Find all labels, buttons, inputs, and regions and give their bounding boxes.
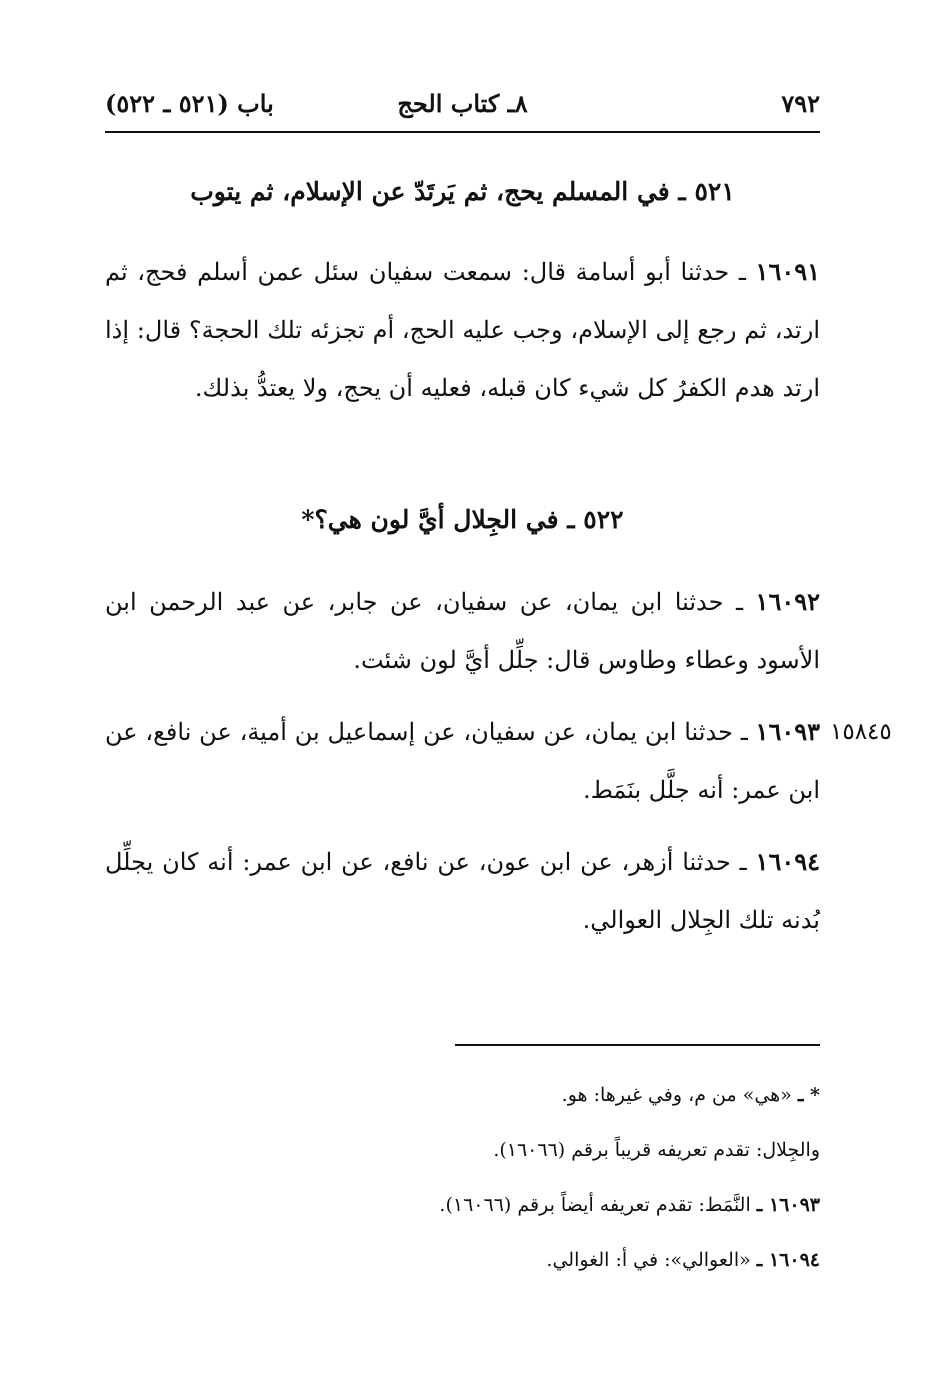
hadith-text: ـ حدثنا أبو أسامة قال: سمعت سفيان سئل عمن أسلم فحج، ثم ارتد، ثم رجع إلى الإسلام، وجب عليه الحج، أم تجزئه تلك الحجة؟ قال: إذا ارتد هدم الكفرُ كل شيء كان قبله، فعليه أن يحج، ولا يعتدُّ بذلك.: [105, 258, 820, 402]
hadith-number: ١٦٠٩٢: [755, 587, 820, 616]
footnote-text: «هي» من م، وفي غيرها: هو.: [561, 1084, 792, 1106]
footnote-marker: ١٦٠٩٣ ـ: [756, 1194, 820, 1216]
footnote-marker: * ـ: [797, 1084, 820, 1106]
hadith-number: ١٦٠٩١: [755, 257, 820, 286]
hadith-number: ١٦٠٩٤: [755, 847, 820, 876]
hadith-text: ـ حدثنا أزهر، عن ابن عون، عن نافع، عن ابن عمر: أنه كان يجلِّل بُدنه تلك الجِلال العوالي.: [105, 848, 820, 934]
hadith-16092: [105, 573, 820, 689]
header-divider: [105, 131, 820, 133]
footnote: [300, 1233, 820, 1288]
footnote-text: والجِلال: تقدم تعريفه قريباً برقم (١٦٠٦٦).: [493, 1139, 820, 1161]
footnote-divider: [455, 1044, 820, 1046]
footnote: [300, 1123, 820, 1178]
hadith-number: ١٦٠٩٣: [755, 717, 820, 746]
margin-cross-reference-number: ١٥٨٤٥: [830, 719, 892, 745]
footnote-text: «العوالي»: في أ: الغوالي.: [546, 1249, 751, 1271]
chapter-heading-522: ٥٢٢ ـ في الجِلال أيَّ لون هي؟*: [301, 505, 624, 534]
footnote: [300, 1068, 820, 1123]
page-header: [105, 84, 820, 124]
chapter-heading-521: ٥٢١ ـ في المسلم يحج، ثم يَرتَدّ عن الإسلام، ثم يتوب: [190, 177, 735, 206]
hadith-16093: [105, 703, 820, 819]
hadith-16091: [105, 243, 820, 417]
book-title: ٨ـ كتاب الحج: [397, 89, 528, 118]
footnote-marker: ١٦٠٩٤ ـ: [756, 1249, 820, 1271]
page-number: ٧٩٢: [781, 89, 820, 118]
hadith-text: ـ حدثنا ابن يمان، عن سفيان، عن جابر، عن عبد الرحمن ابن الأسود وعطاء وطاوس قال: جلِّل أيَّ لون شئت.: [105, 588, 820, 674]
hadith-16094: [105, 833, 820, 949]
footnote: [300, 1178, 820, 1233]
hadith-text: ـ حدثنا ابن يمان، عن سفيان، عن إسماعيل بن أمية، عن نافع، عن ابن عمر: أنه جلَّل بنَمَط.: [105, 718, 820, 804]
footnote-text: النَّمَط: تقدم تعريفه أيضاً برقم (١٦٠٦٦).: [439, 1194, 751, 1216]
chapter-range: باب (٥٢١ ـ ٥٢٢): [105, 89, 274, 118]
